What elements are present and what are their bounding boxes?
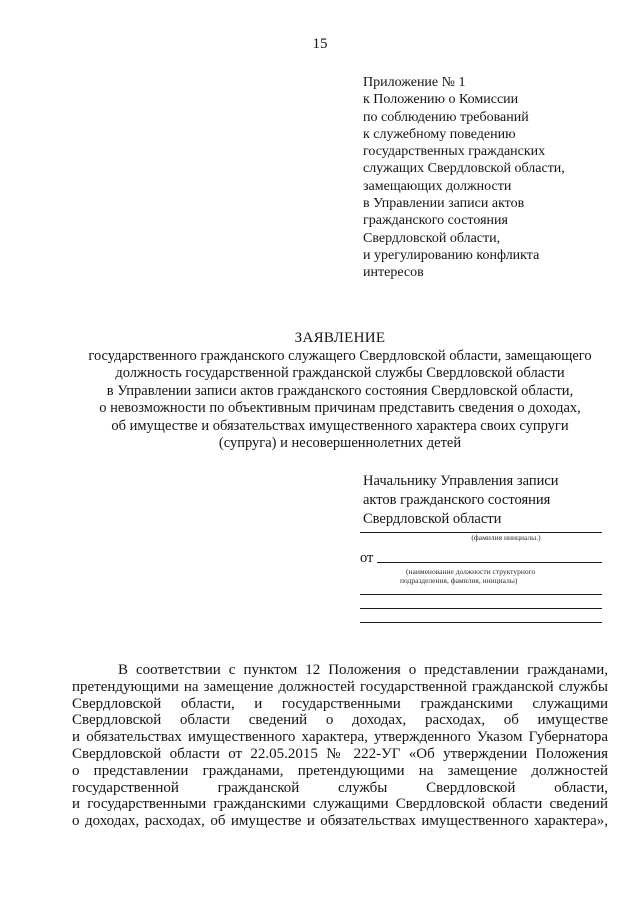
blank-line-1[interactable] — [360, 594, 602, 595]
addressee-line: актов гражданского состояния — [363, 492, 551, 508]
body-line: и обязательствах имущественного характера, утвержденного Указом Губернатора — [72, 729, 608, 746]
appendix-line: Приложение № 1 — [363, 75, 466, 90]
sender-form — [360, 532, 602, 623]
appendix-line: гражданского состояния — [363, 213, 508, 229]
body-line: о представлении гражданами, претендующими на замещение должностей — [72, 762, 608, 779]
appendix-line: в Управлении записи актов — [363, 196, 525, 212]
from-blank-line[interactable] — [377, 562, 602, 563]
appendix-line: по соблюдению требований — [363, 109, 529, 125]
body-line: претендующими на замещение должностей государственной гражданской службы — [72, 678, 608, 695]
position-hint-line1: (наименование должности структурного — [406, 567, 536, 576]
document-title-block — [60, 330, 620, 453]
page-number: 15 — [312, 36, 328, 52]
appendix-line: служащих Свердловской области, — [363, 161, 565, 177]
from-row — [360, 551, 602, 565]
appendix-line: государственных гражданских — [363, 144, 546, 160]
statement-body — [72, 662, 608, 830]
body-line: о доходах, расходах, об имуществе и обязательствах имущественного характера», — [72, 813, 608, 830]
position-hint-line2: подразделения, фамилия, инициалы) — [400, 576, 518, 585]
title-subline: в Управлении записи актов гражданского состояния Свердловской области, — [106, 382, 574, 399]
appendix-line: замещающих должности — [363, 178, 512, 194]
appendix-line: Свердловской области, — [363, 230, 501, 246]
blank-line-3[interactable] — [360, 622, 602, 623]
appendix-line: к служебному поведению — [363, 126, 516, 142]
title-subline: государственного гражданского служащего Свердловской области, замещающего — [88, 347, 592, 364]
blank-line-2[interactable] — [360, 608, 602, 609]
from-label: от — [360, 550, 374, 566]
body-line: Свердловской области, и государственными гражданскими служащими — [72, 695, 608, 712]
document-title: ЗАЯВЛЕНИЕ — [294, 330, 386, 346]
title-subline: (супруга) и несовершеннолетних детей — [218, 435, 462, 451]
body-line: В соответствии с пунктом 12 Положения о представлении гражданами, — [118, 662, 608, 678]
body-line: государственной гражданской службы Свердловской области, — [72, 779, 608, 796]
title-subline: должность государственной гражданской службы Свердловской области — [115, 365, 565, 381]
appendix-line: и урегулированию конфликта — [363, 247, 540, 263]
body-line: Свердловской области от 22.05.2015 № 222-УГ «Об утверждении Положения — [72, 745, 608, 762]
appendix-line: к Положению о Комиссии — [363, 92, 519, 108]
body-line: и государственными гражданскими служащими Свердловской области сведений — [72, 796, 608, 813]
title-subline: об имуществе и обязательствах имущественного характера своих супруги — [111, 417, 569, 434]
body-line: Свердловской области сведений о доходах, расходах, об имуществе — [72, 712, 608, 729]
title-subline: о невозможности по объективным причинам представить сведения о доходах, — [99, 400, 581, 416]
appendix-line: интересов — [363, 265, 424, 281]
addressee-line: Свердловской области — [363, 511, 502, 527]
addressee-block — [363, 472, 623, 529]
appendix-header — [363, 74, 623, 282]
name-hint: (фамилия инициалы.) — [471, 533, 541, 542]
addressee-line: Начальнику Управления записи — [363, 473, 559, 489]
